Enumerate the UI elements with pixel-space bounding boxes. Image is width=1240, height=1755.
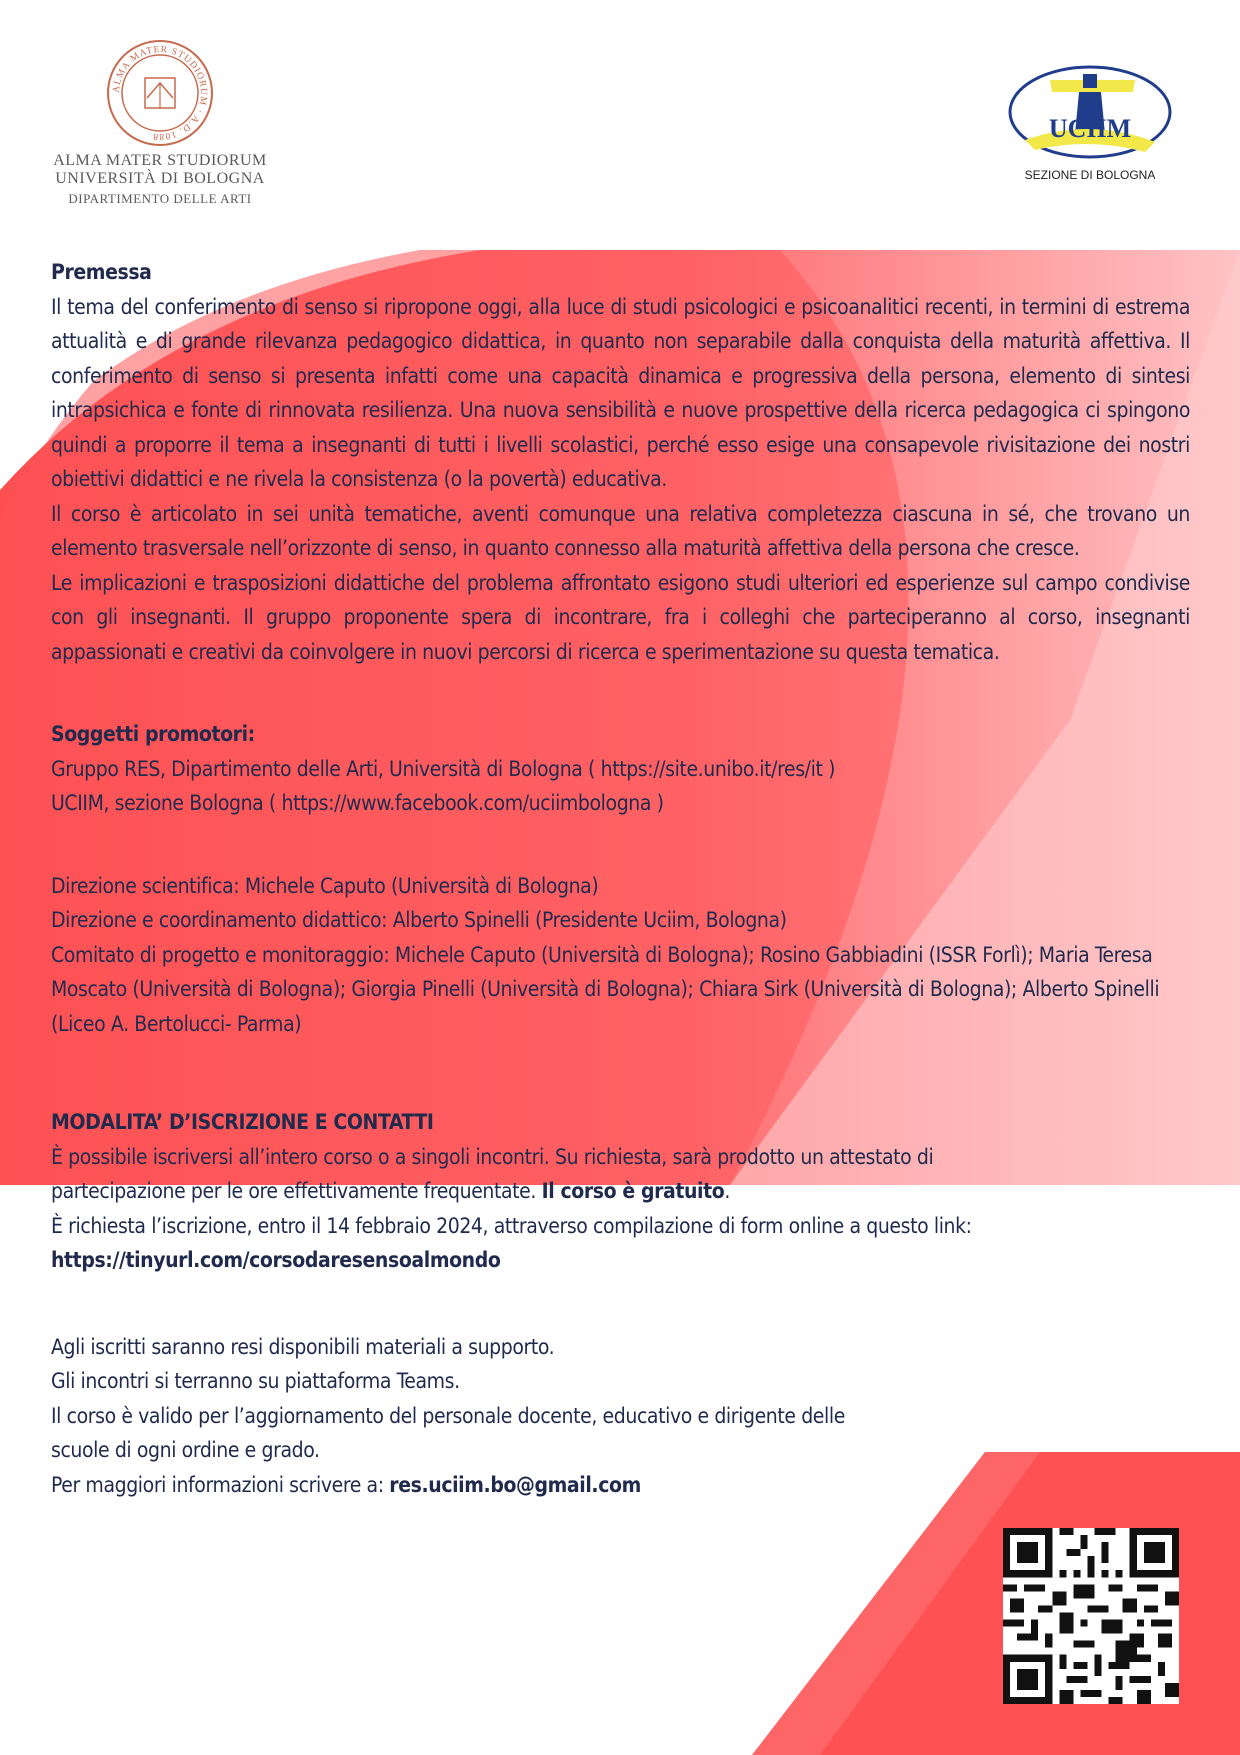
uciim-lighthouse-icon — [1005, 62, 1175, 162]
seal-text: ALMA MATER STUDIORUM · A.D. 1088 — [111, 44, 209, 142]
qr-code[interactable] — [1003, 1528, 1179, 1704]
direzione-coordinamento: Direzione e coordinamento didattico: Alberto Spinelli (Presidente Uciim, Bologna) — [51, 908, 787, 932]
unibo-seal-icon — [105, 38, 215, 148]
main-content — [51, 255, 1190, 1502]
unibo-logo — [40, 38, 280, 207]
info-materiali: Agli iscritti saranno resi disponibili materiali a supporto. — [51, 1334, 555, 1359]
iscrizione-text — [51, 1140, 1051, 1209]
contact-email[interactable]: res.uciim.bo@gmail.com — [389, 1472, 641, 1497]
iscrizione-link[interactable]: https://tinyurl.com/corsodaresensoalmondo — [51, 1248, 501, 1272]
unibo-department: DIPARTIMENTO DELLE ARTI — [68, 190, 252, 206]
info-teams: Gli incontri si terranno su piattaforma Teams. — [51, 1369, 460, 1393]
uciim-logo — [995, 62, 1185, 182]
iscrizione-title: MODALITA’ D’ISCRIZIONE E CONTATTI — [51, 1110, 434, 1134]
comitato-progetto: Comitato di progetto e monitoraggio: Michele Caputo (Università di Bologna); Rosino Gabbiadini (ISSR Forlì); Maria Teresa Moscato (Università di Bologna); Giorgia Pinelli (Università di Bologna); Chiara Sirk (Università di Bologna); Alberto Spinelli (Liceo A. Bertolucci- Parma) — [51, 942, 1160, 1036]
unibo-line1: ALMA MATER STUDIORUM — [53, 152, 267, 169]
iscrizione-text-main: È possibile iscriversi all’intero corso o a singoli incontri. Su richiesta, sarà prodotto un attestato di partecipazione per le ore effettivamente frequentate. — [51, 1144, 934, 1203]
corso-gratuito: Il corso è gratuito — [541, 1179, 725, 1203]
info-aggiornamento: Il corso è valido per l’aggiornamento del personale docente, educativo e dirigente delle scuole di ogni ordine e grado. — [51, 1403, 845, 1462]
premessa-paragraph-3: Le implicazioni e trasposizioni didattiche del problema affrontato esigono studi ulteriori ed esperienze sul campo condivise con gli insegnanti. Il gruppo proponente spera di incontrare, fra i colleghi che parteciperanno al corso, insegnanti appassionati e creativi da coinvolgere in nuovi percorsi di ricerca e sperimentazione su questa tematica. — [51, 570, 1190, 664]
direzione-scientifica: Direzione scientifica: Michele Caputo (Università di Bologna) — [51, 873, 599, 898]
uciim-brand: UCIIM — [1048, 114, 1132, 143]
iscrizione-deadline: È richiesta l’iscrizione, entro il 14 febbraio 2024, attraverso compilazione di form online a questo link: — [51, 1213, 972, 1238]
premessa-title: Premessa — [51, 260, 152, 284]
premessa-paragraph-1: Il tema del conferimento di senso si ripropone oggi, alla luce di studi psicologici e psicoanalitici recenti, in termini di estrema attualità e di grande rilevanza pedagogico didattica, in quanto non separabile dalla conquista della maturità affettiva. Il conferimento di senso si presenta infatti come una capacità dinamica e progressiva della persona, elemento di sintesi intrapsichica e fonte di rinnovata resilienza. Una nuova sensibilità e nuove prospettive della ricerca pedagogica ci spingono quindi a proporre il tema a insegnanti di tutti i livelli scolastici, perché esso esige una consapevole rivisitazione dei nostri obiettivi didattici e ne rivela la consistenza (o la povertà) educativa. — [51, 294, 1190, 491]
promotori-line-res: Gruppo RES, Dipartimento delle Arti, Università di Bologna ( https://site.unibo.it/res/it ) — [51, 756, 836, 781]
promotori-title: Soggetti promotori: — [51, 722, 255, 746]
premessa-paragraph-2: Il corso è articolato in sei unità tematiche, aventi comunque una relativa completezza ciascuna in sé, che trovano un elemento trasversale nell’orizzonte di senso, in quanto connesso alla maturità affettiva della persona che cresce. — [51, 501, 1190, 560]
info-contatti-prefix: Per maggiori informazioni scrivere a: — [51, 1472, 390, 1497]
iscrizione-text-end: . — [724, 1179, 730, 1203]
info-contatti — [51, 1468, 1190, 1503]
uciim-sezione: SEZIONE DI BOLOGNA — [1024, 168, 1156, 182]
promotori-line-uciim: UCIIM, sezione Bologna ( https://www.facebook.com/uciimbologna ) — [51, 791, 664, 815]
unibo-line2: UNIVERSITÀ DI BOLOGNA — [55, 170, 265, 188]
